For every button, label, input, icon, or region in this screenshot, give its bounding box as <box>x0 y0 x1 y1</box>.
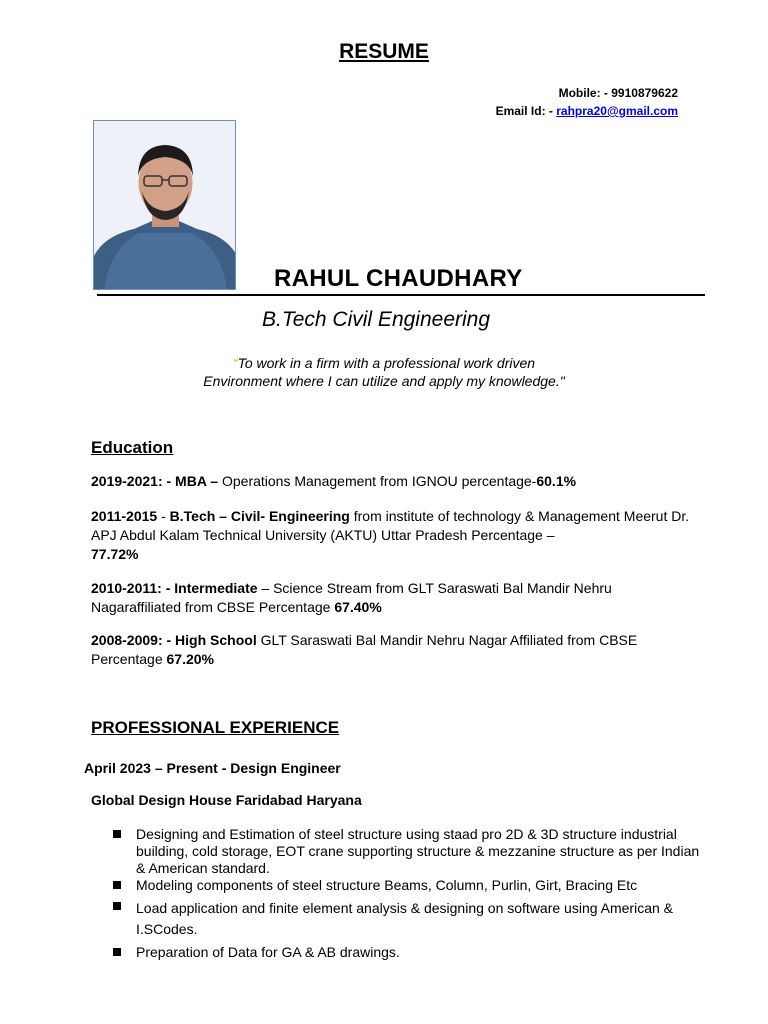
square-bullet-icon <box>113 830 121 838</box>
education-text: Operations Management from IGNOU percentage- <box>221 473 537 489</box>
education-score: 77.72% <box>91 546 139 562</box>
mobile-line <box>496 84 678 102</box>
duty-item <box>110 898 710 940</box>
education-item <box>91 472 691 491</box>
profile-photo <box>93 120 236 290</box>
resume-title: RESUME <box>339 40 429 63</box>
name-divider <box>97 294 705 296</box>
email-line <box>496 102 678 120</box>
objective-text-1: To work in a firm with a professional work driven <box>237 355 536 371</box>
objective-line-1 <box>0 354 768 372</box>
education-years: 2011-2015 <box>91 508 158 524</box>
duty-item <box>110 877 710 894</box>
square-bullet-icon <box>113 948 121 956</box>
education-item <box>91 507 691 564</box>
education-item <box>91 579 691 617</box>
email-label: Email Id: - <box>495 104 557 118</box>
education-score: 67.40% <box>334 599 382 615</box>
education-text: – Science Stream from GLT Saraswati Bal Mandir Nehru Nagaraffiliated from CBSE Percentage <box>91 580 612 615</box>
duty-item <box>110 944 710 961</box>
square-bullet-icon <box>113 902 121 910</box>
quote-mark: “ <box>232 355 238 371</box>
experience-heading: PROFESSIONAL EXPERIENCE <box>91 718 340 737</box>
education-text: from institute of technology & Management Meerut Dr. APJ Abdul Kalam Technical University (AKTU) Uttar Pradesh Percentage – <box>91 508 690 543</box>
duty-text: Modeling components of steel structure Beams, Column, Purlin, Girt, Bracing Etc <box>136 877 638 893</box>
job-title: April 2023 – Present - Design Engineer <box>84 760 341 776</box>
education-years: 2019-2021: - MBA – <box>91 473 222 489</box>
education-text: GLT Saraswati Bal Mandir Nehru Nagar Affiliated from CBSE Percentage <box>91 632 638 667</box>
square-bullet-icon <box>113 881 121 889</box>
contact-block <box>496 84 678 120</box>
duty-text: Designing and Estimation of steel structure using staad pro 2D & 3D structure industrial building, cold storage, EOT crane supporting structure & mezzanine structure as per Indian & American standard. <box>136 826 700 876</box>
candidate-name: RAHUL CHAUDHARY <box>274 265 523 292</box>
mobile-number: 9910879622 <box>611 86 678 100</box>
candidate-degree: B.Tech Civil Engineering <box>262 308 491 331</box>
education-sep: - <box>157 508 170 524</box>
education-years: 2008-2009: - High School <box>91 632 257 648</box>
mobile-label: Mobile: - <box>558 86 612 100</box>
duty-text: Preparation of Data for GA & AB drawings. <box>136 944 400 960</box>
education-heading: Education <box>91 438 174 457</box>
company-name: Global Design House Faridabad Haryana <box>91 792 362 808</box>
career-objective <box>0 354 768 390</box>
objective-line-2: Environment where I can utilize and apply my knowledge." <box>203 373 565 389</box>
education-years: 2010-2011: - Intermediate <box>91 580 258 596</box>
duty-item <box>110 826 710 877</box>
education-item <box>91 631 691 669</box>
email-link[interactable]: rahpra20@gmail.com <box>556 104 678 118</box>
person-photo-icon <box>94 121 236 290</box>
education-score: 67.20% <box>166 651 214 667</box>
education-degree: B.Tech – Civil- Engineering <box>169 508 350 524</box>
education-score: 60.1% <box>536 473 577 489</box>
duty-text: Load application and finite element analysis & designing on software using American & I.SCodes. <box>136 900 673 937</box>
duty-list <box>110 826 710 961</box>
